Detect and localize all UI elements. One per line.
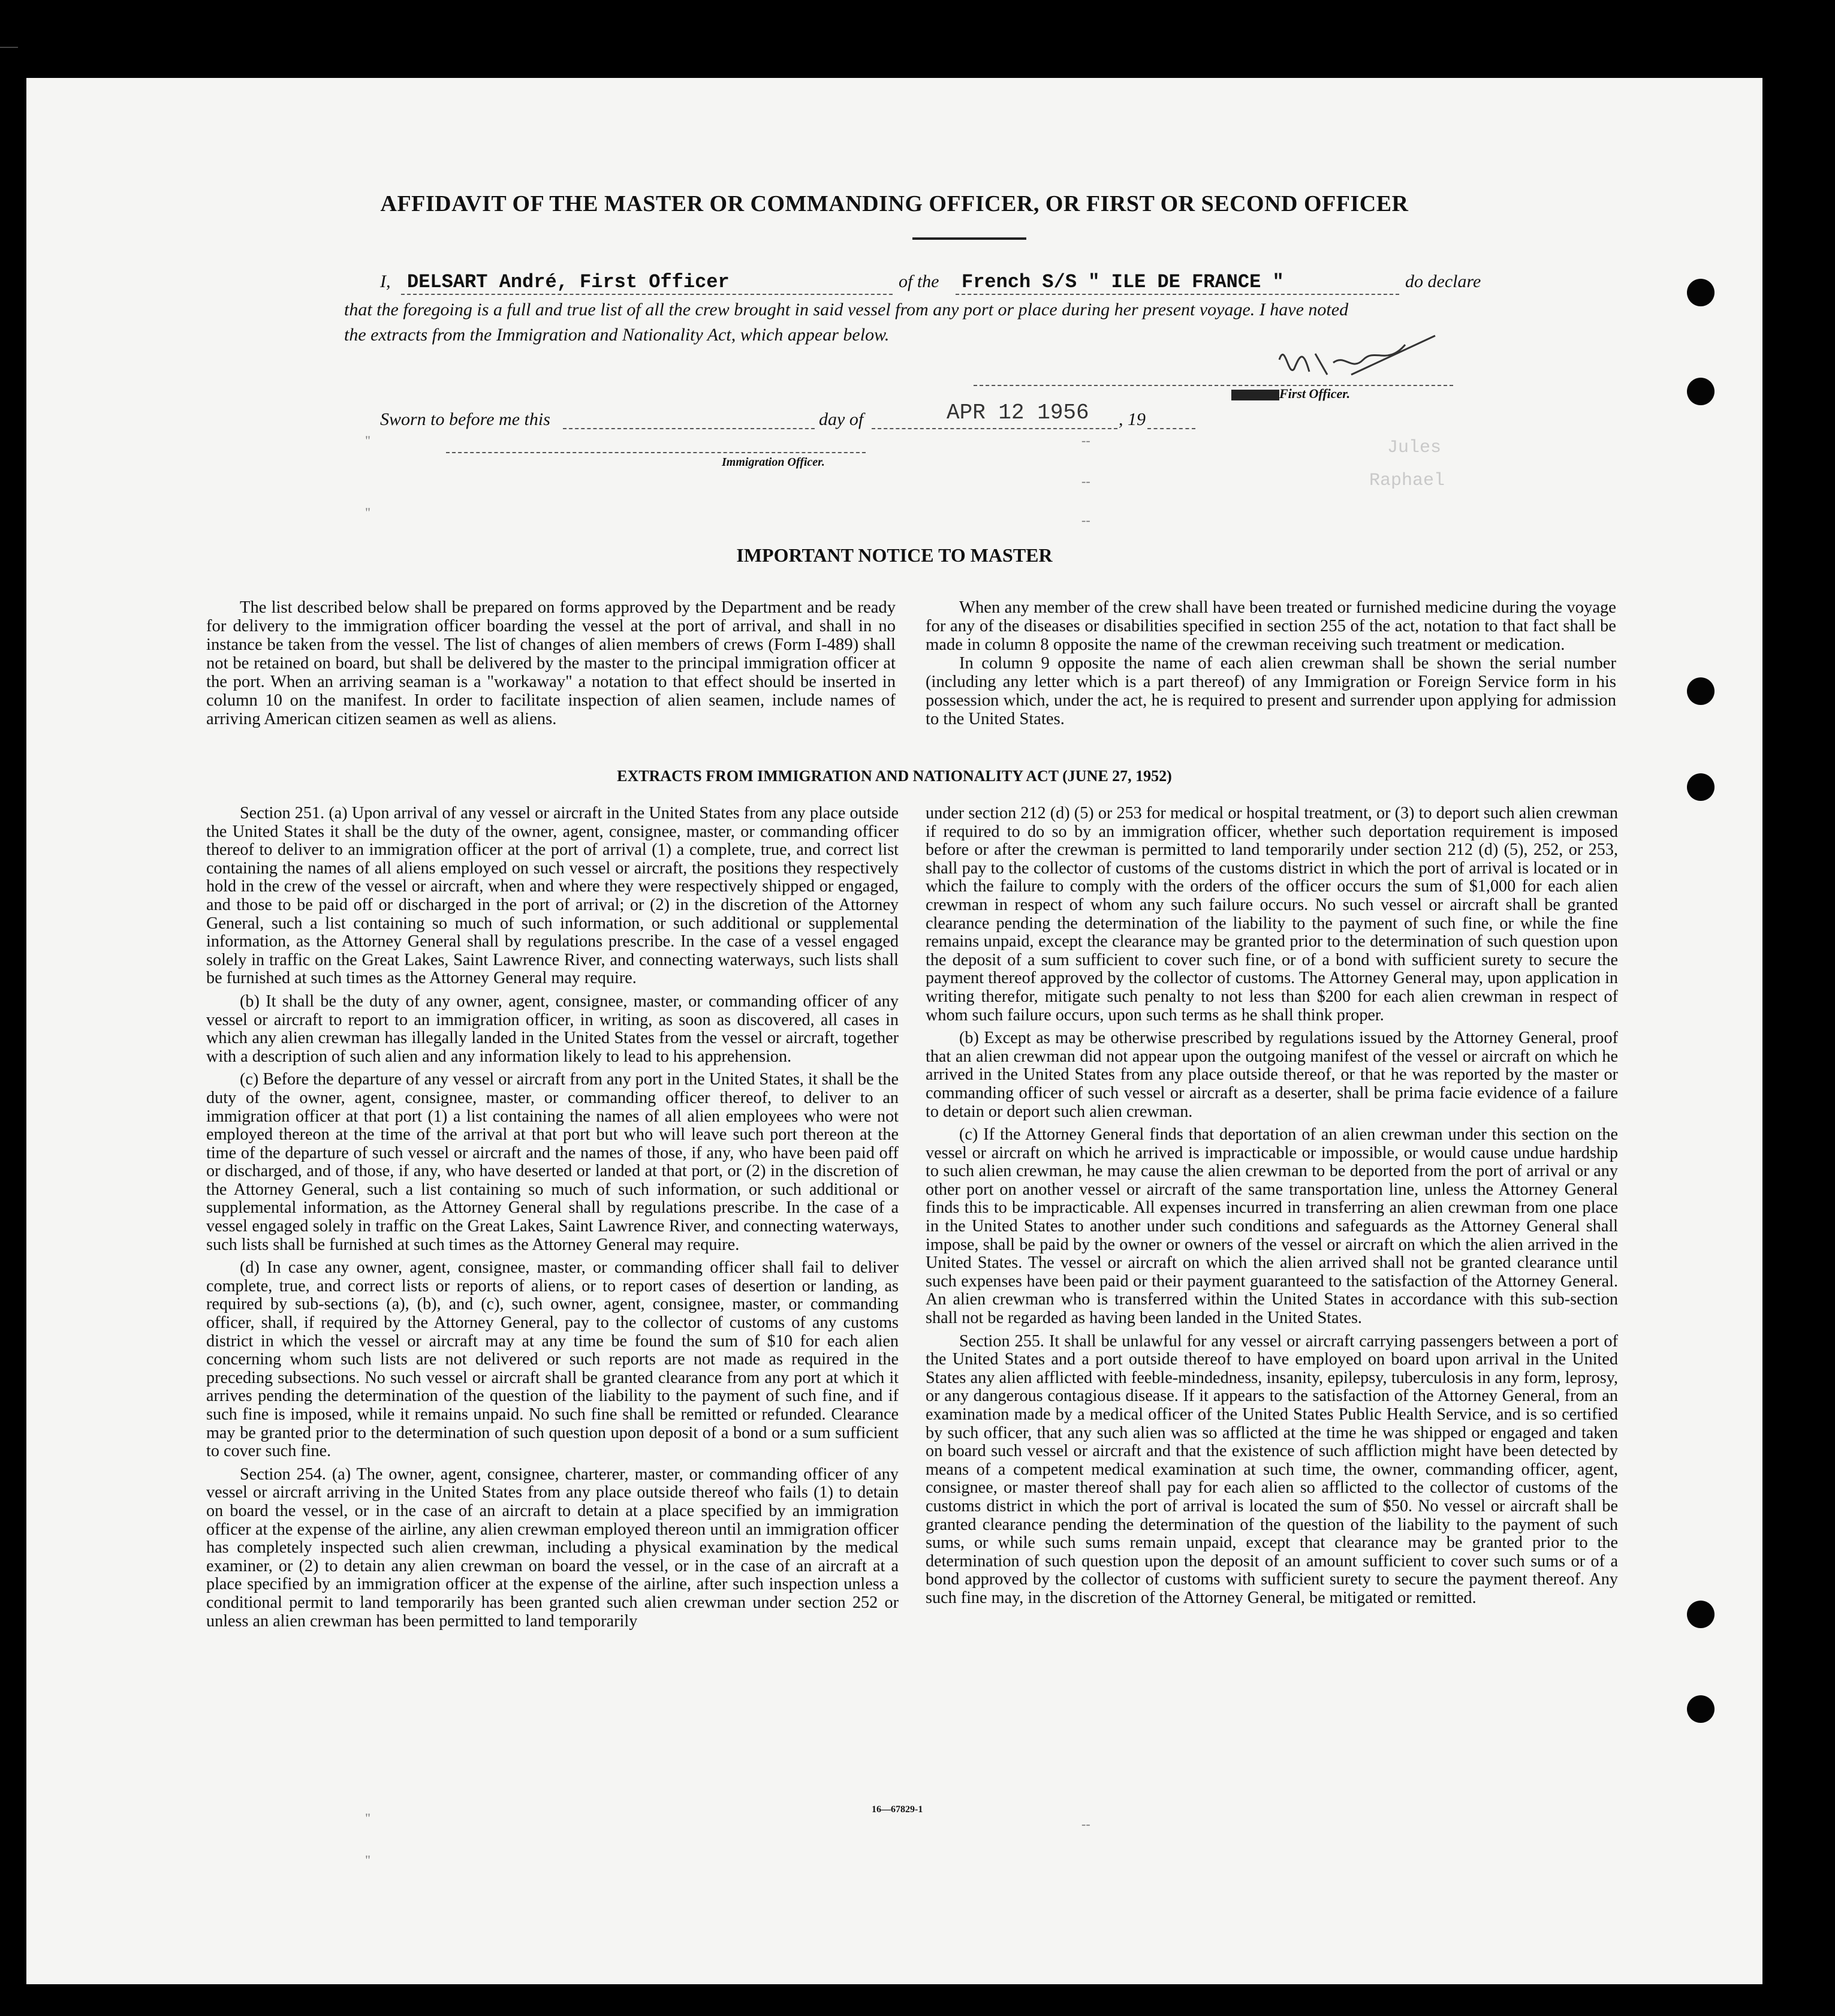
bleed-through-marks: Jules bbox=[1387, 438, 1442, 458]
punch-hole bbox=[1687, 1695, 1715, 1723]
section-251-b: (b) It shall be the duty of any owner, agent, consignee, master, or commanding officer of any vessel or aircraft to report to an immigration officer, in writing, as soon as discovered, all cases in which any alien crewman has illegally landed in the United States from the vessel or aircraft, together with a description of such alien and any information likely to lead to his apprehension. bbox=[206, 992, 899, 1066]
notice-right-column bbox=[926, 598, 1616, 728]
declarant-line bbox=[401, 271, 893, 295]
document-page bbox=[26, 78, 1762, 1984]
notice-left-column bbox=[206, 598, 896, 728]
i-prefix: I, bbox=[380, 272, 391, 291]
punch-hole bbox=[1687, 677, 1715, 705]
notice-heading: IMPORTANT NOTICE TO MASTER bbox=[736, 544, 1053, 566]
crop-mark bbox=[0, 47, 18, 48]
stray-mark: -- bbox=[1081, 1816, 1090, 1831]
punch-hole bbox=[1687, 279, 1715, 306]
section-255: Section 255. It shall be unlawful for any vessel or aircraft carrying passengers between a port of the United States and a port outside thereof to have employed on board upon arrival in the United States any alien afflicted with feeble-mindedness, insanity, epilepsy, tuberculosis in any form, leprosy, or any dangerous contagious disease. If it appears to the satisfaction of the Attorney General, from an examination made by a medical officer of the United States Public Health Service, and is so certified by such officer, that any such alien was so afflicted at the time he was shipped or engaged and taken on board such vessel or aircraft and that the existence of such affliction might have been detected by means of a competent medical examination at such time, the owner, commanding officer, agent, consignee, or master thereof shall pay for each alien so afflicted to the collector of customs of the customs district in which the port of arrival is located the sum of $50. No vessel or aircraft shall be granted clearance pending the determination of the question of the liability to the payment of such sums, or while such sums remain unpaid, except that clearance may be granted prior to the determination of such question upon the deposit of an amount sufficient to cover such sums or of a bond approved by the collector of customs with sufficient surety to secure the payment thereof. Any such fine may, in the discretion of the Attorney General, be mitigated or remitted. bbox=[926, 1331, 1618, 1607]
day-of-label: day of bbox=[819, 409, 864, 429]
of-the-label: of the bbox=[899, 272, 939, 291]
sworn-label: Sworn to before me this bbox=[380, 409, 550, 429]
vessel-line bbox=[956, 271, 1399, 295]
year-line bbox=[1147, 414, 1195, 429]
section-251-c: (c) Before the departure of any vessel or aircraft from any port in the United States, it shall be the duty of the owner, agent, consignee, master, or commanding officer thereof, to deliver to an immigration officer at that port (1) a list containing the names of all alien employees who were not employed thereon at the time of the arrival at that port but who will leave such port thereon at the time of the departure of such vessel or aircraft and the names of those, if any, who have been paid off or discharged, and of those, if any, who have deserted or landed at that port, or (2) in the discretion of the Attorney General, such a list containing so much of such information, or such additional or supplemental information, as the Attorney General shall by regulations prescribe. In the case of a vessel engaged solely in traffic on the Great Lakes, Saint Lawrence River, and connecting waterways, such lists shall be furnished at such times as the Attorney General may require. bbox=[206, 1070, 899, 1254]
date-stamp: APR 12 1956 bbox=[947, 400, 1089, 425]
sworn-day-line bbox=[563, 414, 815, 429]
stray-mark: -- bbox=[1081, 513, 1090, 528]
signature-line bbox=[974, 379, 1453, 386]
notice-right-text-2: In column 9 opposite the name of each alien crewman shall be shown the serial number (including any letter which is a part thereof) of any Immigration or Foreign Service form in his possession which, under the act, he is required to present and surrender upon applying for admission to the United States. bbox=[926, 654, 1616, 728]
punch-hole bbox=[1687, 378, 1715, 405]
stray-mark: " bbox=[365, 1810, 370, 1825]
stray-mark: " bbox=[365, 433, 370, 448]
declarant-name: DELSART André, First Officer bbox=[407, 271, 730, 293]
vessel-name: French S/S " ILE DE FRANCE " bbox=[962, 271, 1284, 293]
bleed-through-marks: Raphael bbox=[1369, 471, 1445, 491]
declaration-line-3: the extracts from the Immigration and Nationality Act, which appear below. bbox=[344, 325, 890, 345]
immigration-officer-line bbox=[446, 446, 866, 453]
affidavit-title: AFFIDAVIT OF THE MASTER OR COMMANDING OFFICER, OR FIRST OR SECOND OFFICER bbox=[380, 191, 1409, 216]
section-254-a: Section 254. (a) The owner, agent, consignee, charterer, master, or commanding officer of any vessel or aircraft arriving in the United States from any place outside thereof who fails (1) to detain on board the vessel, or in the case of an aircraft to detain at a place specified by an immigration officer at the expense of the airline, any alien crewman employed thereon until an immigration officer has completely inspected such alien crewman, including a physical examination by the medical examiner, or (2) to detain any alien crewman on board the vessel, or in the case of an aircraft at a place specified by an immigration officer at the expense of the airline, after such inspection unless a conditional permit to land temporarily has been granted such alien crewman under section 252 or unless an alien crewman has been permitted to land temporarily bbox=[206, 1464, 899, 1631]
stray-mark: -- bbox=[1081, 474, 1090, 489]
section-254-c: (c) If the Attorney General finds that deportation of an alien crewman under this section on the vessel or aircraft on which he arrived is impracticable or impossible, or would cause undue hardship to such alien crewman, he may cause the alien crewman to be deported from the port of arrival or any other port on another vessel or aircraft of the same transportation line, unless the Attorney General finds this to be impracticable. All expenses incurred in transferring an alien crewman from one place in the United States to another under such conditions and safeguards as the Attorney General shall impose, shall be paid by the owner or owners of the vessel or aircraft on which the alien arrived in the United States. The vessel or aircraft on which the alien arrived shall not be granted clearance until such expenses have been paid or their payment guaranteed to the satisfaction of the Attorney General. An alien crewman who is transferred within the United States in accordance with this sub-section shall not be regarded as having been landed in the United States. bbox=[926, 1125, 1618, 1328]
declaration-line-2: that the foregoing is a full and true list of all the crew brought in said vessel from any port or place during her present voyage. I have noted bbox=[344, 300, 1349, 320]
year-prefix: , 19 bbox=[1119, 409, 1146, 429]
extracts-left-column bbox=[206, 804, 899, 1631]
section-251-a: Section 251. (a) Upon arrival of any vessel or aircraft in the United States from any place outside the United States it shall be the duty of the owner, agent, consignee, master, or commanding officer thereof to deliver to an immigration officer at the port of arrival (1) a complete, true, and correct list containing the names of all aliens employed on such vessel or aircraft, the positions they respectively hold in the crew of the vessel or aircraft, when and where they were respectively shipped or engaged, and those to be paid off or discharged in the port of arrival; or (2) in the discretion of the Attorney General, such a list containing so much of such information, or such additional or supplemental information, as the Attorney General shall by regulations prescribe. In the case of a vessel engaged solely in traffic on the Great Lakes, Saint Lawrence River, and connecting waterways, such lists shall be furnished at such times as the Attorney General may require. bbox=[206, 804, 899, 988]
title-underline bbox=[912, 237, 1026, 240]
section-254-a-continued: under section 212 (d) (5) or 253 for medical or hospital treatment, or (3) to deport such alien crewman if required to do so by an immigration officer, whether such deportation requirement is imposed before or after the crewman is permitted to land temporarily under section 212 (d) (5), 252, or 253, shall pay to the collector of customs of the customs district in which the port of arrival is located or in which the failure to comply with the orders of the officer occurs the sum of $1,000 for each alien crewman in respect of whom any such failure occurs. No such vessel or aircraft shall be granted clearance pending the determination of the liability to the payment of such fine, or while the fine remains unpaid, except the clearance may be granted prior to the determination of such question upon the deposit of a sum sufficient to cover such fine, or of a bond with sufficient surety to secure the payment thereof approved by the collector of customs. The Attorney General may, upon application in writing therefor, mitigate such penalty to not less than $200 for each alien crewman in respect of whom such failure occurs, upon such terms as he shall think proper. bbox=[926, 804, 1618, 1024]
stray-mark: " bbox=[365, 505, 370, 520]
stray-mark: " bbox=[365, 1852, 370, 1867]
notice-right-text-1: When any member of the crew shall have been treated or furnished medicine during the voyage for any of the diseases or disabilities specified in section 255 of the act, notation to that fact shall be made in column 8 opposite the name of the crewman receiving such treatment or medication. bbox=[926, 598, 1616, 654]
section-254-b: (b) Except as may be otherwise prescribed by regulations issued by the Attorney General, proof that an alien crewman did not appear upon the outgoing manifest of the vessel or aircraft on which he arrived in the United States from any place outside thereof, or that he was reported by the master or commanding officer of such vessel or aircraft as a deserter, shall be prima facie evidence of a failure to detain or deport such alien crewman. bbox=[926, 1029, 1618, 1121]
signature-caption-text: First Officer. bbox=[1279, 386, 1351, 401]
do-declare-label: do declare bbox=[1405, 272, 1481, 291]
signature-caption bbox=[1231, 386, 1350, 402]
extracts-right-column bbox=[926, 804, 1618, 1608]
notice-left-text: The list described below shall be prepared on forms approved by the Department and be ready for delivery to the immigration officer boarding the vessel at the port of arrival, and shall in no instance be taken from the vessel. The list of changes of alien members of crews (Form I-489) shall not be retained on board, but shall be delivered by the master to the principal immigration officer at the port. When an arriving seaman is a "workaway" a notation to that effect should be inserted in column 10 on the manifest. In order to facilitate inspection of alien seamen, include names of arriving American citizen seamen as well as aliens. bbox=[206, 598, 896, 728]
stray-mark: -- bbox=[1081, 433, 1090, 448]
immigration-officer-caption: Immigration Officer. bbox=[722, 456, 825, 469]
form-code: 16—67829-1 bbox=[872, 1804, 923, 1815]
extracts-heading: EXTRACTS FROM IMMIGRATION AND NATIONALITY ACT (JUNE 27, 1952) bbox=[617, 767, 1172, 785]
punch-hole bbox=[1687, 1601, 1715, 1628]
section-251-d: (d) In case any owner, agent, consignee, master, or commanding officer shall fail to deliver complete, true, and correct lists or reports of aliens, or to report cases of desertion or landing, as required by sub-sections (a), (b), and (c), such owner, agent, consignee, master, or commanding officer, shall, if required by the Attorney General, pay to the collector of customs of any customs district in which the vessel or aircraft may at any time be found the sum of $10 for each alien concerning whom such lists are not delivered or such reports are not made as required in the preceding subsections. No such vessel or aircraft shall be granted clearance from any port at which it arrives pending the determination of the question of the liability to the payment of such fine, and if such fine is imposed, while it remains unpaid. No such fine shall be remitted or refunded. Clearance may be granted prior to the determination of such question upon deposit of a bond or a sum sufficient to cover such fine. bbox=[206, 1258, 899, 1461]
